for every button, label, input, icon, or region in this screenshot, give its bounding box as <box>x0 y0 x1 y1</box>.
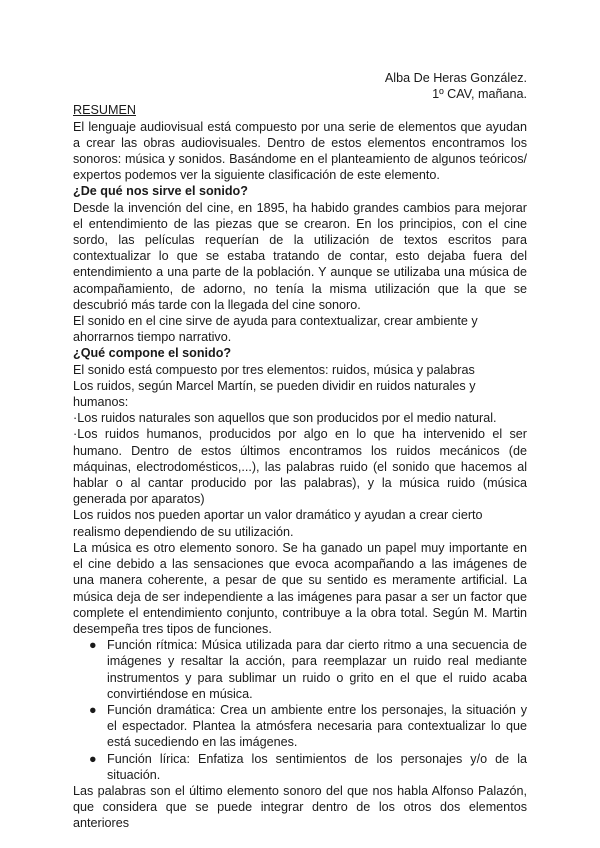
paragraph: ·Los ruidos humanos, producidos por algo en lo que ha intervenido el ser humano. Dentro de estos últimos encontramos los ruidos mecánicos (de máquinas, electrodomésticos,...), las palabras ruido (el sonido que hacemos al hablar o al cantar producido por las palabras), y la música ruido (música generada por aparatos) <box>73 427 527 507</box>
list-item-text: Función rítmica: Música utilizada para dar cierto ritmo a una secuencia de imágenes y resaltar la acción, para reemplazar un ruido real mediante instrumentos y para sublimar un ruido o grito en el que el ruido acaba convirtiéndose en música. <box>107 638 527 701</box>
paragraph: Las palabras son el último elemento sonoro del que nos habla Alfonso Palazón, que considera que se puede integrar dentro de los otros dos elementos anteriores <box>73 783 527 831</box>
section-heading-composition: ¿Qué compone el sonido? <box>73 346 232 361</box>
paragraph: El sonido en el cine sirve de ayuda para contextualizar, crear ambiente y ahorrarnos tiempo narrativo. <box>73 314 478 345</box>
intro-paragraph: El lenguaje audiovisual está compuesto por una serie de elementos que ayudan a crear las obras audiovisuales. Dentro de estos elementos encontramos los sonoros: música y sonidos. Basándome en el planteamiento de algunos teóricos/ expertos podemos ver la siguiente clasificación de este elemento. <box>73 119 527 183</box>
list-item <box>89 751 527 783</box>
bullet-icon: ● <box>89 751 97 766</box>
paragraph: La música es otro elemento sonoro. Se ha ganado un papel muy importante en el cine debido a las sensaciones que evoca acompañando a las imágenes de una manera coherente, a pesar de que su sentido es meramente artificial. La música deja de ser independiente a las imágenes para pasar a ser un factor que complete el entendimiento conjunto, contribuye a la obra total. Según M. Martin desempeña tres tipos de funciones. <box>73 540 527 636</box>
music-functions-list <box>73 637 527 783</box>
paragraph: Los ruidos nos pueden aportar un valor dramático y ayudan a crear cierto realismo dependiendo de su utilización. <box>73 508 483 539</box>
paragraph: ·Los ruidos naturales son aquellos que son producidos por el medio natural. <box>73 411 497 426</box>
paragraph: El sonido está compuesto por tres elementos: ruidos, música y palabras <box>73 362 475 377</box>
bullet-icon: ● <box>89 702 97 717</box>
section-heading-purpose: ¿De qué nos sirve el sonido? <box>73 184 248 199</box>
author-name: Alba De Heras González. <box>384 71 527 85</box>
paragraph: Desde la invención del cine, en 1895, ha habido grandes cambios para mejorar el entendimiento de las piezas que se crearon. En los principios, con el cine sordo, las películas requerían de la utilización de textos escritos para contextualizar lo que se estaba tratando de contar, esto dejaba fuera del entendimiento a una parte de la población. Y aunque se utilizaba una música de acompañamiento, de adorno, no tenía la misma utilización que la que se descubrió más tarde con la llegada del cine sonoro. <box>73 200 527 312</box>
list-item <box>89 702 527 751</box>
course-info: 1º CAV, mañana. <box>432 87 527 102</box>
summary-title: RESUMEN <box>73 103 136 118</box>
paragraph: Los ruidos, según Marcel Martín, se pueden dividir en ruidos naturales y humanos: <box>73 378 476 410</box>
list-item-text: Función lírica: Enfatiza los sentimientos de los personajes y/o de la situación. <box>107 751 527 782</box>
list-item-text: Función dramática: Crea un ambiente entre los personajes, la situación y el espectador. Plantea la atmósfera necesaria para contextualizar lo que está sucediendo en las imágenes. <box>107 702 527 750</box>
list-item <box>89 637 527 702</box>
bullet-icon: ● <box>89 638 97 653</box>
